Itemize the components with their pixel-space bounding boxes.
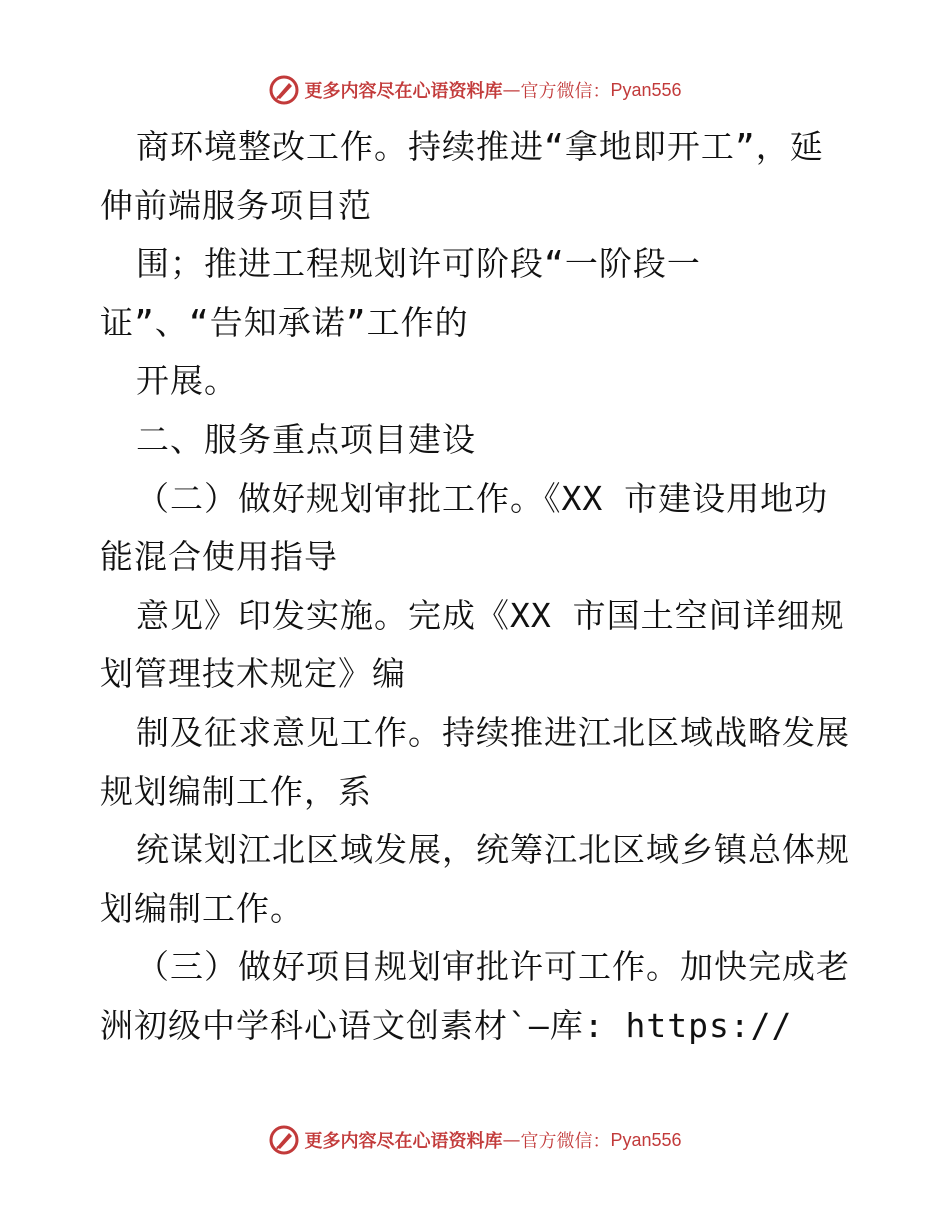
banner-separator: — xyxy=(502,1129,521,1151)
banner-wechat-id: Pyan556 xyxy=(610,79,682,100)
footer-banner xyxy=(0,1122,950,1158)
pen-seal-icon xyxy=(268,74,300,106)
banner-separator: — xyxy=(502,79,521,101)
document-body xyxy=(100,118,860,1056)
banner-text: 更多内容尽在心语资料库 xyxy=(304,1131,503,1152)
header-banner xyxy=(0,72,950,108)
body-line: （二）做好规划审批工作。《XX 市建设用地功 xyxy=(136,478,829,518)
body-line: （三）做好项目规划审批许可工作。加快完成老 xyxy=(136,947,850,987)
pen-seal-icon xyxy=(268,1124,300,1156)
body-line: 证”、“告知承诺”工作的 xyxy=(100,302,469,342)
body-line: 划编制工作。 xyxy=(100,888,304,928)
body-line: 围；推进工程规划许可阶段“一阶段一 xyxy=(136,244,701,284)
body-line: 能混合使用指导 xyxy=(100,537,338,577)
section-heading: 二、服务重点项目建设 xyxy=(136,419,476,459)
body-line: 伸前端服务项目范 xyxy=(100,185,372,225)
body-line: 开展。 xyxy=(136,361,238,401)
banner-wechat-label: 官方微信： xyxy=(520,1131,611,1152)
body-line: 商环境整改工作。持续推进“拿地即开工”，延 xyxy=(136,127,824,166)
body-line: 洲初级中学科心语文创素材`—库: https:// xyxy=(100,1005,793,1045)
body-line: 规划编制工作，系 xyxy=(100,771,372,811)
body-line: 制及征求意见工作。持续推进江北区域战略发展 xyxy=(136,712,850,752)
banner-text: 更多内容尽在心语资料库 xyxy=(304,81,503,102)
banner-wechat-id: Pyan556 xyxy=(610,1129,682,1150)
body-line: 统谋划江北区域发展，统筹江北区域乡镇总体规 xyxy=(136,830,850,870)
body-line: 划管理技术规定》编 xyxy=(100,654,406,694)
banner-wechat-label: 官方微信： xyxy=(520,81,611,102)
body-line: 意见》印发实施。完成《XX 市国土空间详细规 xyxy=(136,595,845,635)
